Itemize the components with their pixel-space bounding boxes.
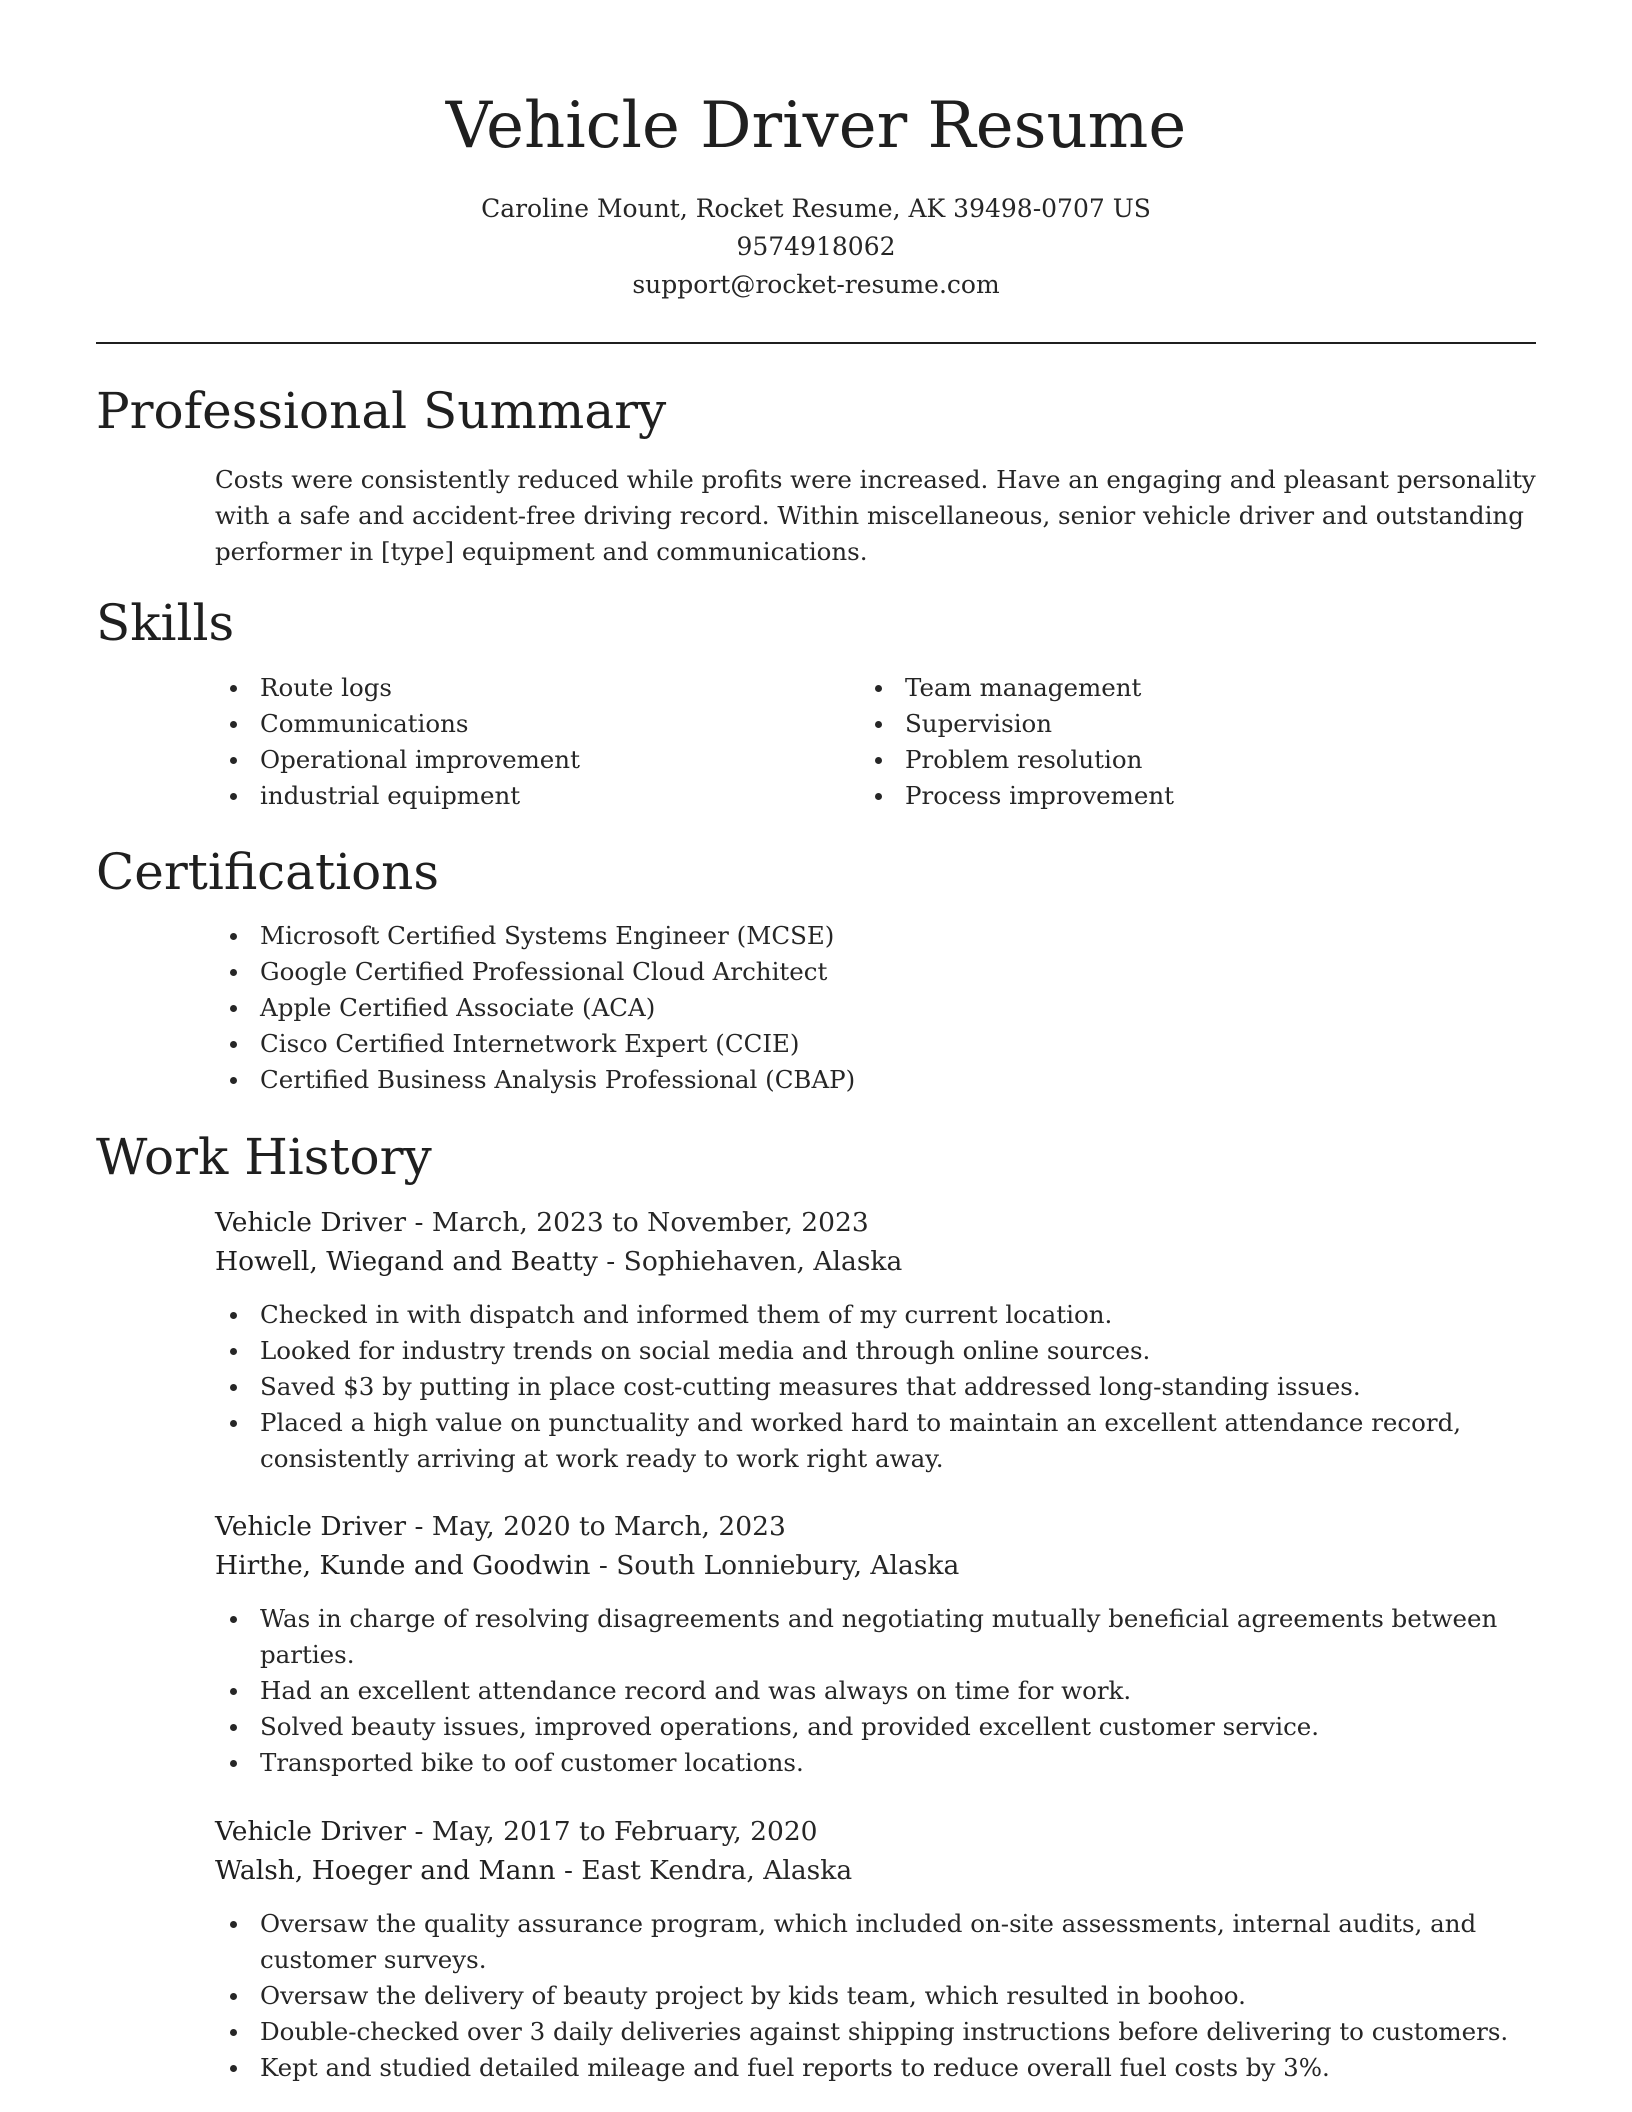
- certification-item: Certified Business Analysis Professional (CBAP): [215, 1062, 1540, 1098]
- skill-item: Operational improvement: [215, 742, 775, 778]
- skill-item: Problem resolution: [860, 742, 1460, 778]
- job-company-line: Howell, Wiegand and Beatty - Sophiehaven, Alaska: [215, 1246, 903, 1277]
- job-bullet: Checked in with dispatch and informed them of my current location.: [215, 1297, 1540, 1333]
- skill-item: Communications: [215, 706, 775, 742]
- summary-text: Costs were consistently reduced while profits were increased. Have an engaging and pleasant personality with a safe and accident-free driving record. Within miscellaneous, senior vehicle driver and outstanding performer in [type] equipment and communications.: [215, 465, 1536, 566]
- skills-heading: Skills: [96, 594, 235, 652]
- job-location: South Lonniebury, Alaska: [616, 1550, 960, 1581]
- job-bullets: [215, 1601, 1540, 1781]
- certification-item: Microsoft Certified Systems Engineer (MCSE): [215, 918, 1540, 954]
- certification-item: Apple Certified Associate (ACA): [215, 990, 1540, 1026]
- job-company-line: Hirthe, Kunde and Goodwin - South Lonniebury, Alaska: [215, 1550, 960, 1581]
- skill-item: industrial equipment: [215, 778, 775, 814]
- job-bullet: Was in charge of resolving disagreements and negotiating mutually beneficial agreements between parties.: [215, 1601, 1540, 1673]
- job-title-line: Vehicle Driver - May, 2017 to February, 2020: [215, 1816, 818, 1847]
- skill-item: Supervision: [860, 706, 1460, 742]
- job-dates: March, 2023 to November, 2023: [431, 1207, 869, 1238]
- job-company-line: Walsh, Hoeger and Mann - East Kendra, Alaska: [215, 1855, 853, 1886]
- job-bullet: Double-checked over 3 daily deliveries against shipping instructions before delivering to customers.: [215, 2014, 1540, 2050]
- skills-list-right: [860, 670, 1460, 814]
- job-bullet: Placed a high value on punctuality and worked hard to maintain an excellent attendance record, consistently arriving at work ready to work right away.: [215, 1405, 1540, 1477]
- job-bullets: [215, 1906, 1540, 2086]
- job-company: Walsh, Hoeger and Mann: [215, 1855, 556, 1886]
- summary-heading: Professional Summary: [96, 382, 667, 440]
- contact-address: Caroline Mount, Rocket Resume, AK 39498-0707 US: [481, 194, 1151, 223]
- job-bullet: Had an excellent attendance record and was always on time for work.: [215, 1673, 1540, 1709]
- skills-list-left: [215, 670, 775, 814]
- job-bullet: Solved beauty issues, improved operations, and provided excellent customer service.: [215, 1709, 1540, 1745]
- job-bullet: Saved $3 by putting in place cost-cutting measures that addressed long-standing issues.: [215, 1369, 1540, 1405]
- job-company: Howell, Wiegand and Beatty: [215, 1246, 598, 1277]
- job-location: East Kendra, Alaska: [581, 1855, 853, 1886]
- contact-block: [0, 190, 1632, 304]
- job-title: Vehicle Driver: [215, 1816, 407, 1847]
- job-bullet: Oversaw the delivery of beauty project by kids team, which resulted in boohoo.: [215, 1978, 1540, 2014]
- certification-item: Cisco Certified Internetwork Expert (CCIE): [215, 1026, 1540, 1062]
- contact-phone: 9574918062: [736, 232, 896, 261]
- job-bullet: Looked for industry trends on social media and through online sources.: [215, 1333, 1540, 1369]
- work-history-heading: Work History: [96, 1128, 432, 1186]
- header-divider: [96, 342, 1536, 344]
- certification-item: Google Certified Professional Cloud Architect: [215, 954, 1540, 990]
- job-company: Hirthe, Kunde and Goodwin: [215, 1550, 591, 1581]
- skill-item: Team management: [860, 670, 1460, 706]
- job-location: Sophiehaven, Alaska: [623, 1246, 903, 1277]
- job-dates: May, 2017 to February, 2020: [431, 1816, 818, 1847]
- job-title-line: Vehicle Driver - March, 2023 to November, 2023: [215, 1207, 869, 1238]
- skill-item: Route logs: [215, 670, 775, 706]
- certifications-list: [215, 918, 1540, 1098]
- job-title-line: Vehicle Driver - May, 2020 to March, 2023: [215, 1511, 786, 1542]
- resume-title: Vehicle Driver Resume: [445, 89, 1187, 163]
- skill-item: Process improvement: [860, 778, 1460, 814]
- certifications-heading: Certifications: [96, 843, 440, 901]
- job-title: Vehicle Driver: [215, 1207, 407, 1238]
- job-bullet: Transported bike to oof customer locations.: [215, 1745, 1540, 1781]
- job-bullets: [215, 1297, 1540, 1477]
- job-bullet: Kept and studied detailed mileage and fuel reports to reduce overall fuel costs by 3%.: [215, 2050, 1540, 2086]
- job-title: Vehicle Driver: [215, 1511, 407, 1542]
- job-dates: May, 2020 to March, 2023: [431, 1511, 786, 1542]
- contact-email: support@rocket-resume.com: [632, 270, 1000, 299]
- job-bullet: Oversaw the quality assurance program, which included on-site assessments, internal audits, and customer surveys.: [215, 1906, 1540, 1978]
